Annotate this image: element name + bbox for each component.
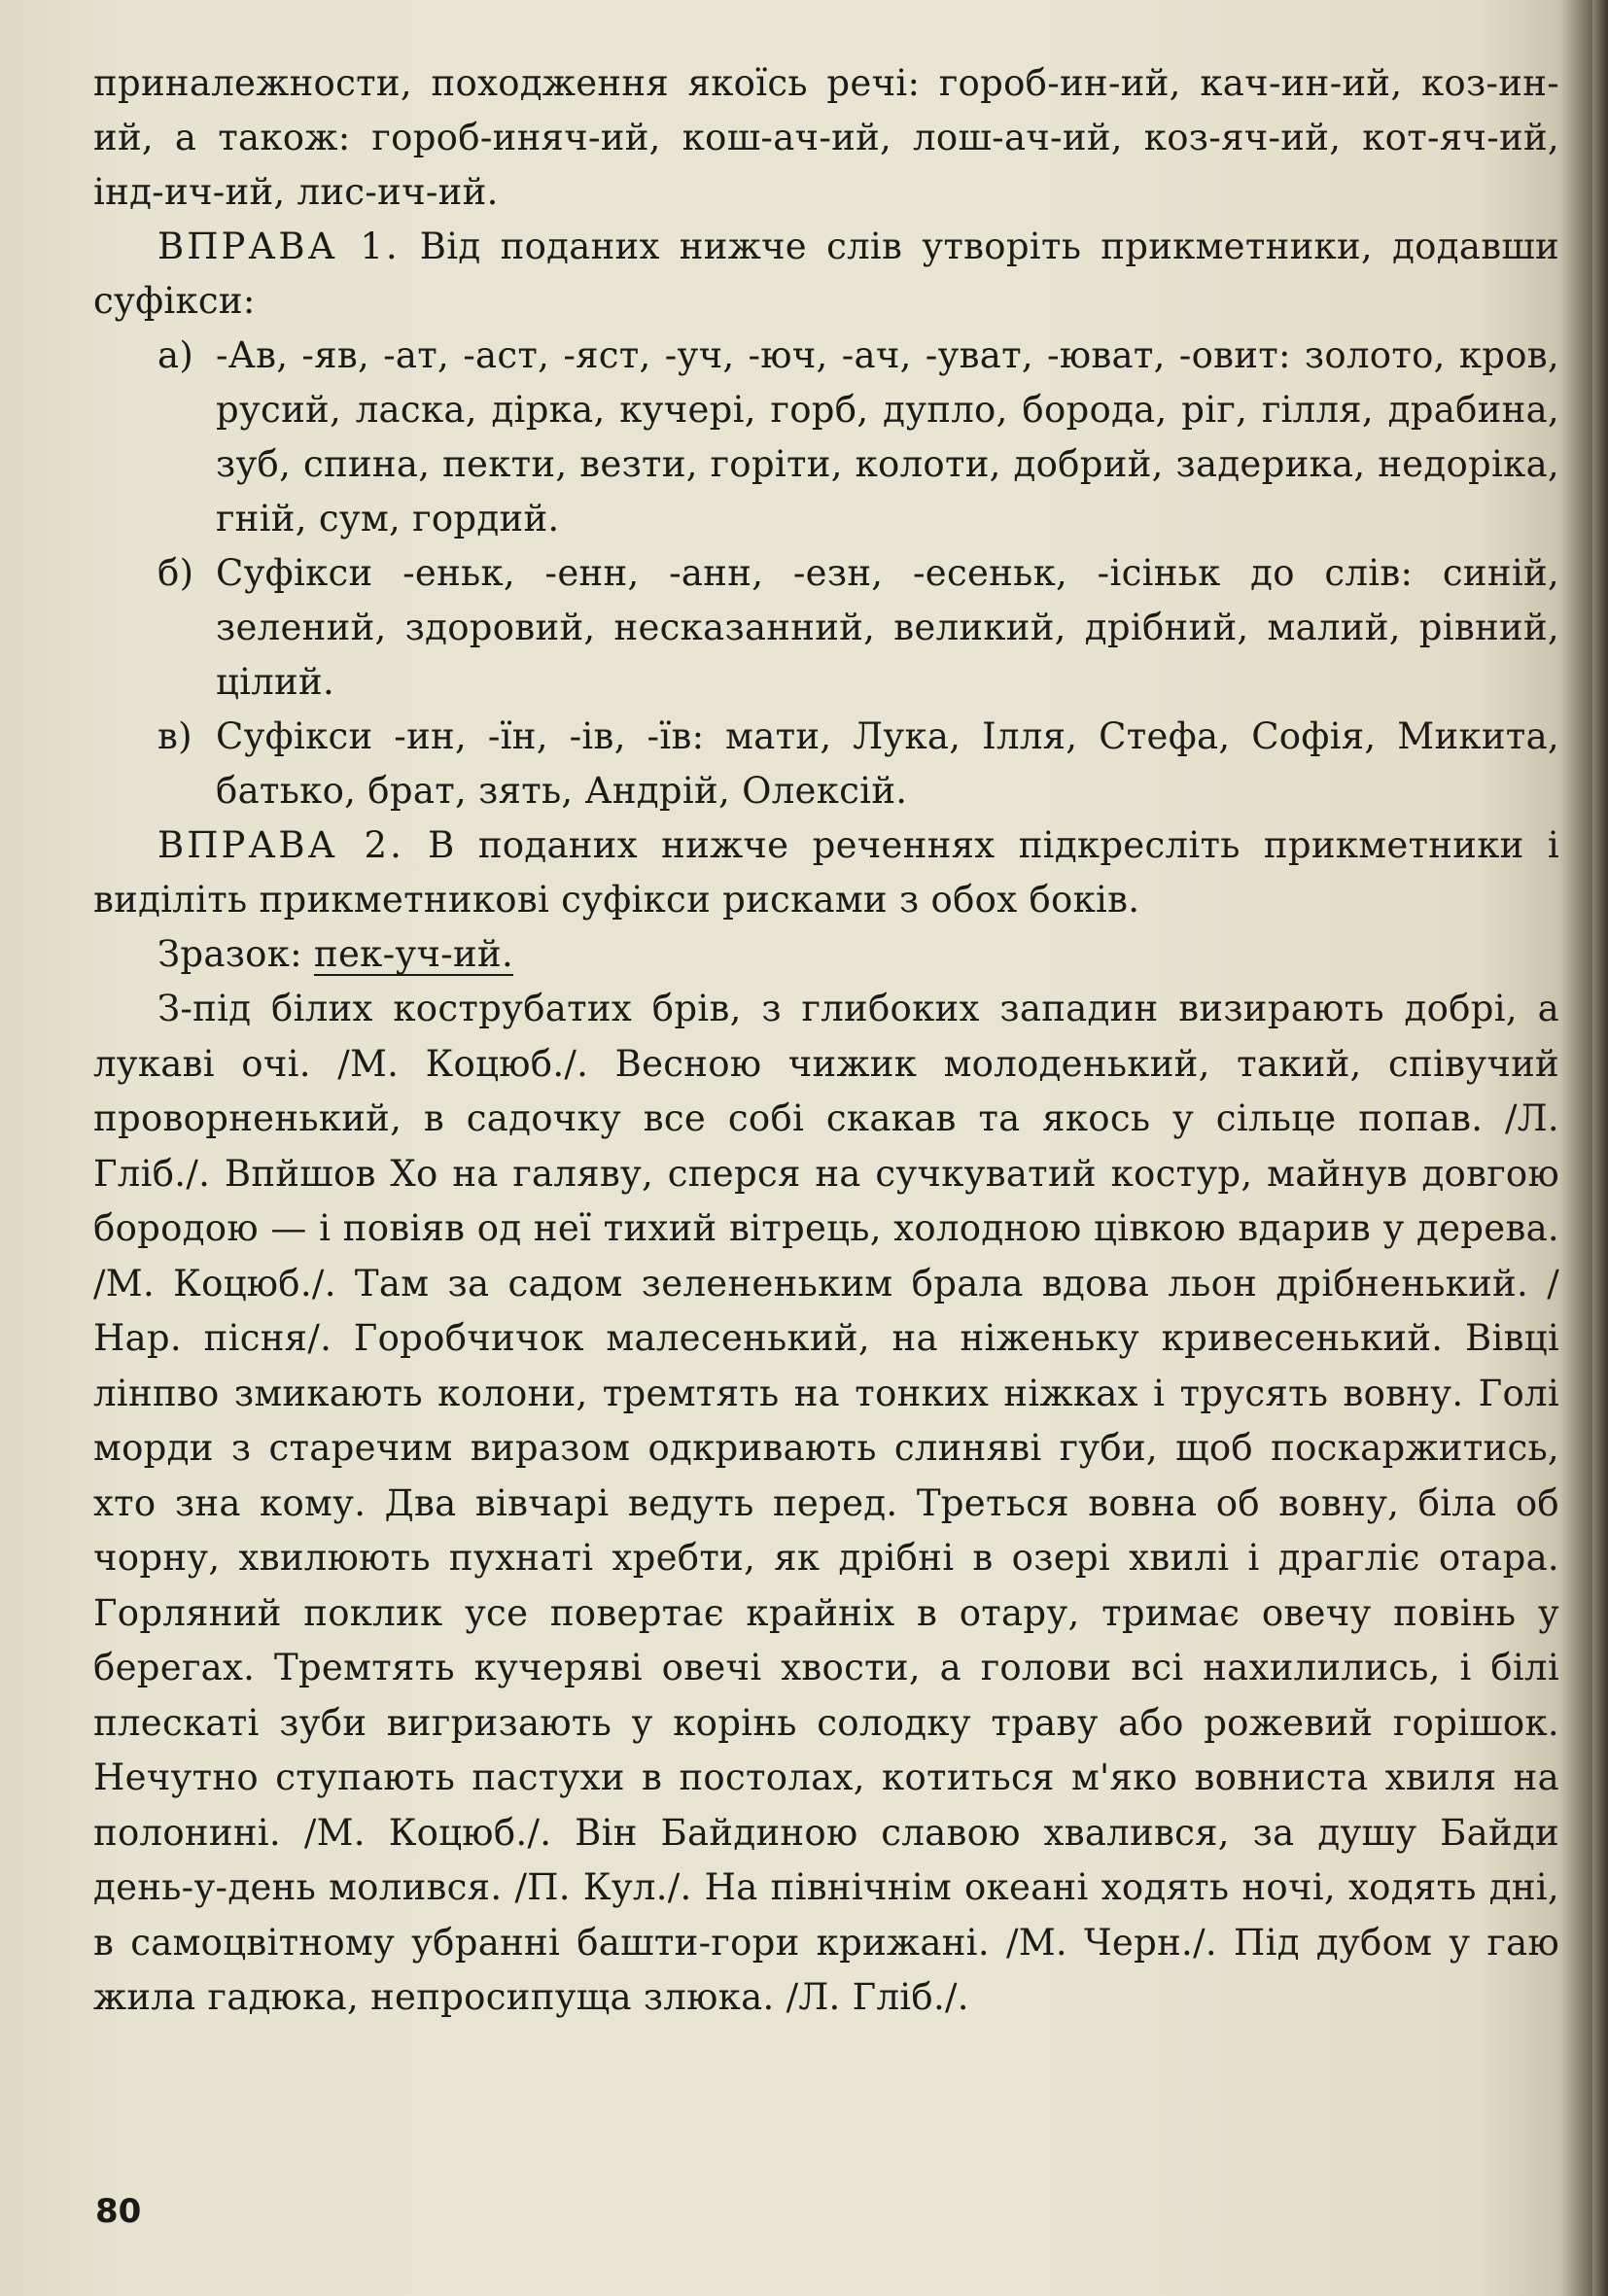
exercise-1-instructions: Від поданих нижче слів утворіть прикметники, додавши суфікси: bbox=[93, 226, 1559, 322]
item-label: в) bbox=[157, 715, 192, 757]
exercise-1-heading: ВПРАВА 1. bbox=[157, 226, 401, 267]
exercise-1-item-a bbox=[93, 329, 1559, 546]
page-content bbox=[93, 56, 1559, 2026]
exercise-1-item-c bbox=[93, 710, 1559, 818]
page-edge-shadow bbox=[1592, 0, 1608, 2296]
exercise-2-task bbox=[93, 818, 1559, 927]
item-text: Суфікси -ин, -їн, -ів, -їв: мати, Лука, Ілля, Стефа, Софія, Микита, батько, брат, зять, Андрій, Олексій. bbox=[216, 715, 1559, 812]
exercise-1-item-b bbox=[93, 546, 1559, 710]
item-text: -Ав, -яв, -ат, -аст, -яст, -уч, -юч, -ач, -уват, -юват, -овит: золото, кров, русий, ласка, дірка, кучері, горб, дупло, борода, ріг, гілля, драбина, зуб, спина, пекти, везти, горіти, колоти, добрий, задерика, недоріка, гній, сум, гордий. bbox=[216, 334, 1559, 539]
exercise-2-sample bbox=[157, 927, 1559, 982]
exercise-2-text: З-під білих кострубатих брів, з глибоких западин визирають добрі, а лукаві очі. /М. Коцюб./. Весною чижик молоденький, такий, співучий проворненький, в садочку все собі скакав та якось у сільце попав. /Л. Гліб./. Впйшов Хо на галяву, сперся на сучкуватий костур, майнув довгою бородою — і повіяв од неї тихий вітрець, холодною цівкою вдарив у дерева. /М. Коцюб./. Там за садом зелененьким брала вдова льон дрібненький. /Нар. пісня/. Горобчичок малесенький, на ніженьку кривесенький. Вівці лінпво змикають колони, тремтять на тонких ніжках і трусять вовну. Голі морди з старечим виразом одкривають слиняві губи, щоб поскаржитись, хто зна кому. Два вівчарі ведуть перед. Треться вовна об вовну, біла об чорну, хвилюють пухнаті хребти, як дрібні в озері хвилі і драгліє отара. Горляний поклик усе повертає крайніх в отару, тримає овечу повінь у берегах. Тремтять кучеряві овечі хвости, а голови всі нахилились, і білі плескаті зуби вигризають у корінь солодку траву або рожевий горішок. Нечутно ступають пастухи в постолах, котиться м'яко вовниста хвиля на полонині. /М. Коцюб./. Він Байдиною славою хвалився, за душу Байди день-у-день молився. /П. Кул./. На північнім океані ходять ночі, ходять дні, в самоцвітному убранні башти-гори крижані. /М. Черн./. Під дубом у гаю жила гадюка, непросипуща злюка. /Л. Гліб./. bbox=[93, 988, 1559, 2018]
item-label: б) bbox=[157, 552, 194, 594]
sample-label: Зразок: bbox=[157, 933, 302, 975]
page-number: 80 bbox=[95, 2192, 142, 2231]
item-text: Суфікси -еньк, -енн, -анн, -езн, -есеньк, -ісіньк до слів: синій, зелений, здоровий, несказанний, великий, дрібний, малий, рівний, цілий. bbox=[216, 552, 1559, 703]
exercise-2-heading: ВПРАВА 2. bbox=[157, 824, 404, 866]
sample-word: пек-уч-ий. bbox=[314, 933, 514, 975]
item-label: а) bbox=[157, 334, 194, 376]
exercise-2-instructions: В поданих нижче реченнях підкресліть прикметники і виділіть прикметникові суфікси рисками з обох боків. bbox=[93, 824, 1559, 921]
intro-paragraph: приналежности, походження якоїсь речі: гороб-ин-ий, кач-ин-ий, коз-ин-ий, а також: гороб-иняч-ий, кош-ач-ий, лош-ач-ий, коз-яч-ий, кот-яч-ий, інд-ич-ий, лис-ич-ий. bbox=[93, 62, 1559, 213]
exercise-1-task bbox=[93, 220, 1559, 329]
